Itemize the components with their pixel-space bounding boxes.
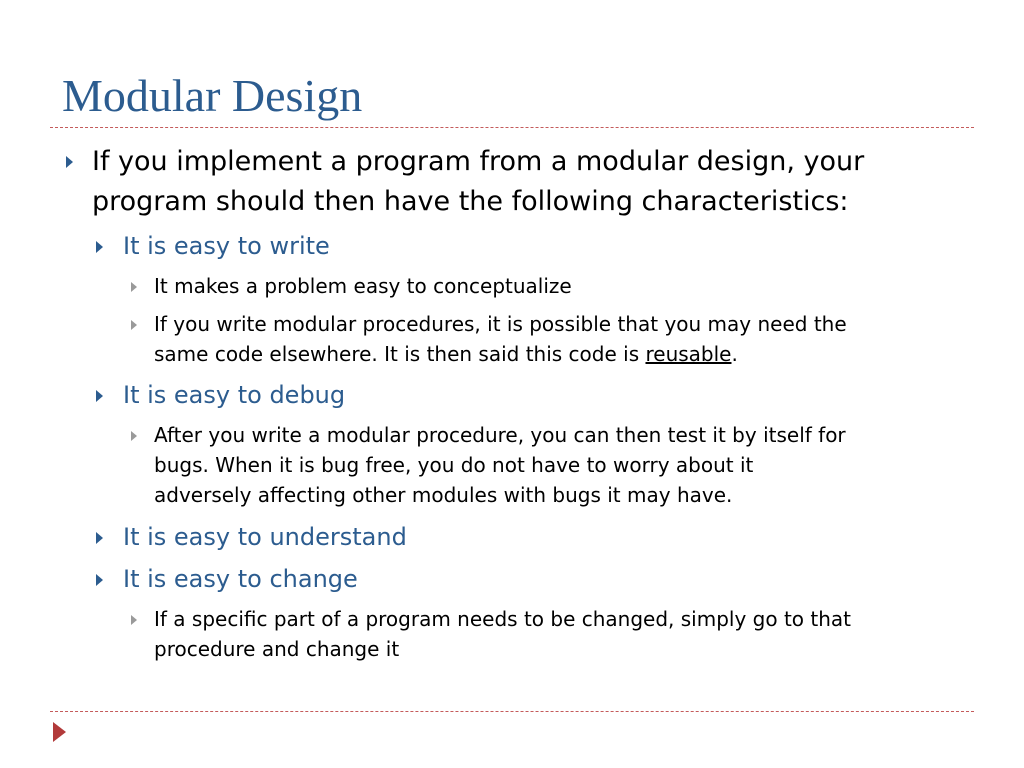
sub-bullet-arrow-icon <box>131 615 137 625</box>
main-point-line1: If you implement a program from a modular design, your <box>92 146 865 177</box>
main-point-line2: program should then have the following characteristics: <box>92 186 849 217</box>
bullet-arrow-icon <box>96 574 103 586</box>
sub-bullet-arrow-icon <box>131 320 137 330</box>
sub-item-test-line3: adversely affecting other modules with bugs it may have. <box>154 483 733 507</box>
item-easy-to-change: It is easy to change <box>123 565 358 593</box>
sub-item-change-line2: procedure and change it <box>154 637 400 661</box>
title-divider <box>50 127 974 128</box>
sub-item-change-line1: If a specific part of a program needs to be changed, simply go to that <box>154 607 851 631</box>
reuse-sentence-prefix: same code elsewhere. It is then said this code is <box>154 342 646 366</box>
sub-bullet-arrow-icon <box>131 431 137 441</box>
sub-item-test-line2: bugs. When it is bug free, you do not have to worry about it <box>154 453 754 477</box>
sub-item-modular-procedures-line2 <box>154 339 738 369</box>
footer-divider <box>50 711 974 712</box>
bullet-arrow-icon <box>66 156 73 168</box>
reuse-sentence-suffix: . <box>731 342 738 366</box>
item-easy-to-understand: It is easy to understand <box>123 523 407 551</box>
slide-title: Modular Design <box>62 70 363 121</box>
sub-item-modular-procedures-line1: If you write modular procedures, it is possible that you may need the <box>154 312 847 336</box>
sub-bullet-arrow-icon <box>131 282 137 292</box>
sub-item-conceptualize: It makes a problem easy to conceptualize <box>154 274 572 298</box>
reusable-term: reusable <box>645 342 732 366</box>
sub-item-test-line1: After you write a modular procedure, you can then test it by itself for <box>154 423 846 447</box>
bullet-arrow-icon <box>96 532 103 544</box>
item-easy-to-write: It is easy to write <box>123 232 330 260</box>
bullet-arrow-icon <box>96 390 103 402</box>
item-easy-to-debug: It is easy to debug <box>123 381 346 409</box>
play-arrow-icon <box>53 722 66 742</box>
bullet-arrow-icon <box>96 241 103 253</box>
